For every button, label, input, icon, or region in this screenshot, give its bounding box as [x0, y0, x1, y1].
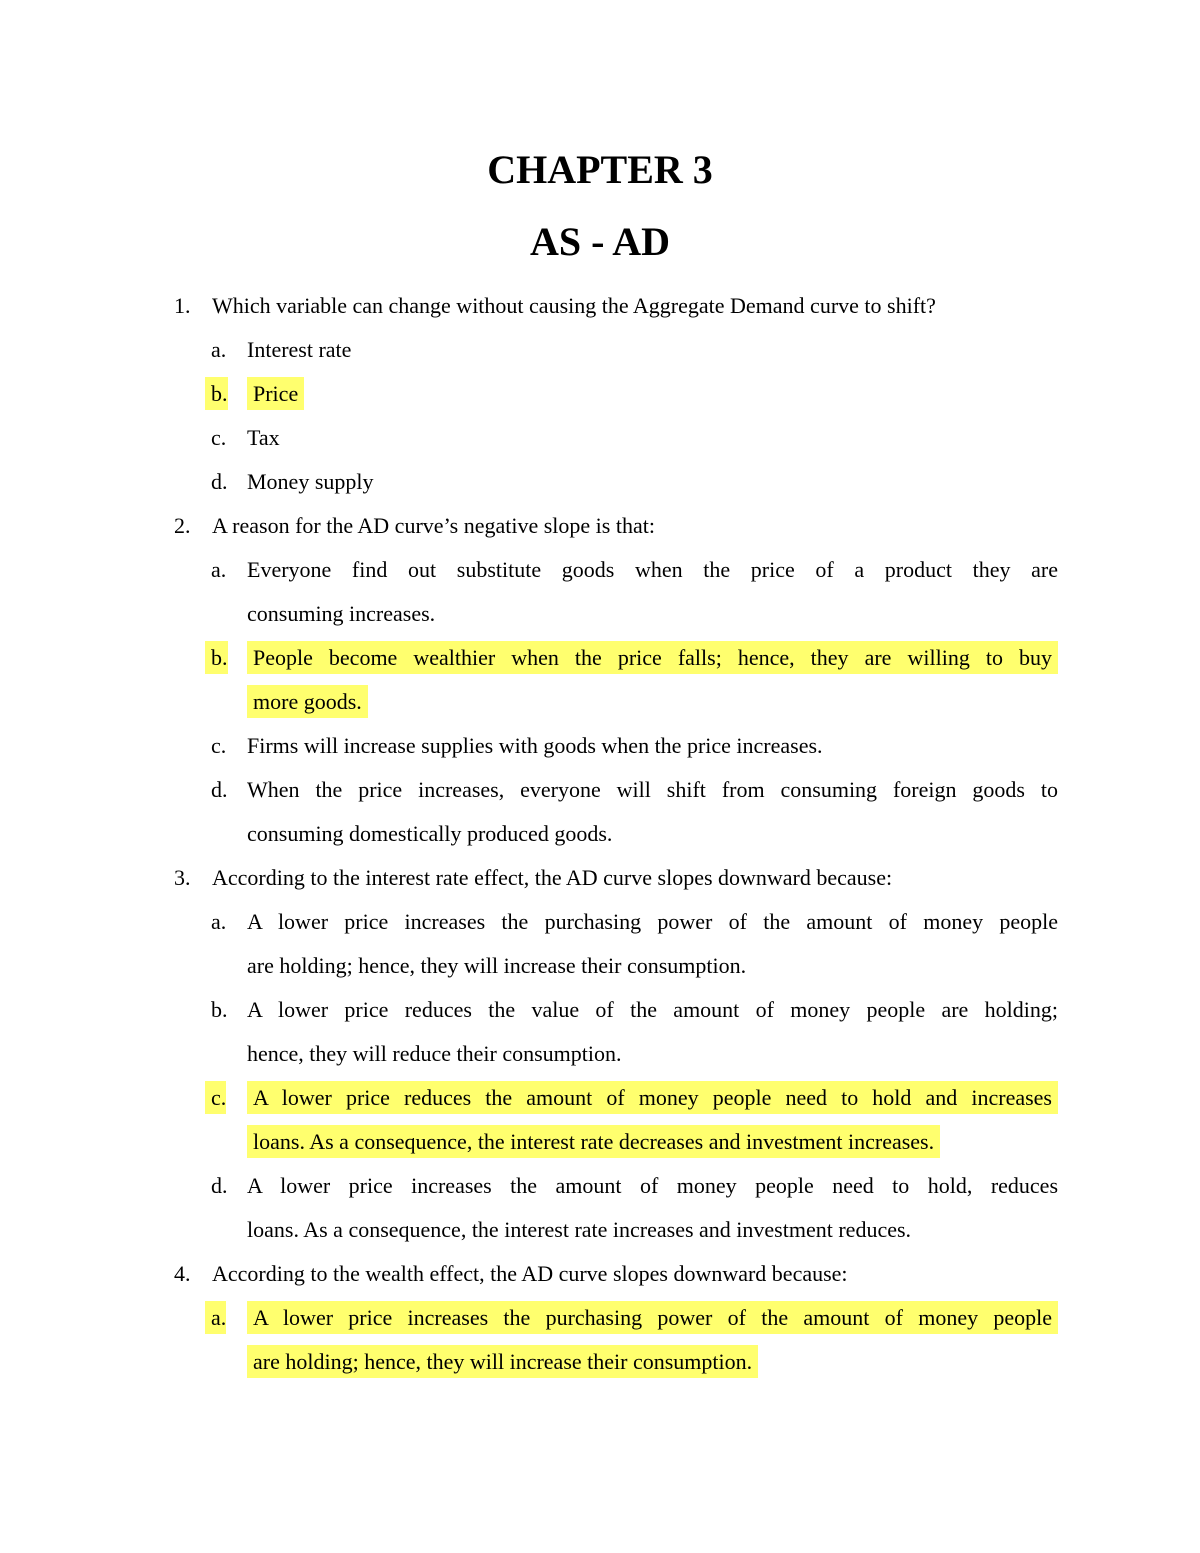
option-text-run: are holding; hence, they will increase their consumption. — [247, 1345, 758, 1378]
highlighted-answer-text — [247, 636, 1058, 680]
option-line — [0, 328, 1200, 372]
question-number: 2. — [174, 513, 191, 538]
option-line — [0, 548, 1200, 592]
option-line — [0, 768, 1200, 812]
option-letter-text: a. — [211, 909, 227, 934]
option-letter-text: a. — [205, 1301, 226, 1334]
option-letter — [211, 768, 228, 812]
option-text — [247, 768, 1058, 812]
option-line — [0, 1076, 1200, 1120]
option-letter — [211, 1076, 226, 1120]
option-letter-text: a. — [211, 337, 227, 362]
option-text-run: A lower price increases the purchasing power of the amount of money people — [247, 1301, 1058, 1334]
subject-title: AS - AD — [529, 219, 671, 264]
option-text — [247, 944, 746, 988]
option-text-run: consuming increases. — [247, 601, 436, 626]
option-text-run: hence, they will reduce their consumption. — [247, 1041, 622, 1066]
option-text-run: People become wealthier when the price falls; hence, they are willing to buy — [247, 641, 1058, 674]
question-1 — [0, 284, 1200, 328]
option-letter — [211, 372, 228, 416]
option-letter — [211, 988, 228, 1032]
option-line — [0, 900, 1200, 944]
option-letter — [211, 900, 226, 944]
highlighted-answer-text — [247, 680, 368, 724]
option-letter-text: a. — [211, 557, 227, 582]
option-letter-text: c. — [211, 425, 227, 450]
option-letter — [211, 548, 226, 592]
option-text-run: Everyone find out substitute goods when the price of a product they are — [247, 557, 1058, 582]
option-text-run: Interest rate — [247, 337, 352, 362]
option-letter — [211, 636, 228, 680]
chapter-title: CHAPTER 3 — [487, 147, 713, 192]
option-letter-text: d. — [211, 469, 228, 494]
question-text: According to the interest rate effect, the AD curve slopes downward because: — [212, 865, 893, 890]
option-letter-text: c. — [211, 733, 227, 758]
option-text — [247, 328, 351, 372]
question-number: 1. — [174, 293, 191, 318]
highlighted-answer-text — [247, 1120, 940, 1164]
option-line — [0, 636, 1200, 680]
option-letter-text: c. — [205, 1081, 226, 1114]
question-text: Which variable can change without causing the Aggregate Demand curve to shift? — [212, 293, 936, 318]
option-text-run: loans. As a consequence, the interest rate decreases and investment increases. — [247, 1125, 940, 1158]
option-line — [0, 944, 1200, 988]
option-text-run: A lower price increases the purchasing power of the amount of money people — [247, 909, 1058, 934]
option-line — [0, 1208, 1200, 1252]
option-text-run: more goods. — [247, 685, 368, 718]
option-text-run: Price — [247, 377, 304, 410]
option-line — [0, 1164, 1200, 1208]
option-letter-text: b. — [205, 641, 228, 674]
option-text — [247, 592, 435, 636]
option-line — [0, 1340, 1200, 1384]
option-line — [0, 1120, 1200, 1164]
option-text-run: Money supply — [247, 469, 374, 494]
question-list — [0, 284, 1200, 1384]
highlighted-answer-text — [247, 1340, 758, 1384]
option-text — [247, 460, 374, 504]
option-line — [0, 460, 1200, 504]
option-text — [247, 812, 612, 856]
question-number: 3. — [174, 865, 191, 890]
option-text — [247, 1032, 622, 1076]
highlighted-answer-text — [247, 1076, 1058, 1120]
option-text-run: Firms will increase supplies with goods when the price increases. — [247, 733, 823, 758]
option-text-run: are holding; hence, they will increase their consumption. — [247, 953, 747, 978]
option-letter — [211, 416, 226, 460]
highlighted-answer-text — [247, 1296, 1058, 1340]
option-text-run: A lower price reduces the value of the amount of money people are holding; — [247, 997, 1058, 1022]
option-line — [0, 416, 1200, 460]
option-line — [0, 680, 1200, 724]
highlighted-answer-text — [247, 372, 304, 416]
option-letter-text: b. — [211, 997, 228, 1022]
option-text-run: consuming domestically produced goods. — [247, 821, 613, 846]
question-text: A reason for the AD curve’s negative slope is that: — [212, 513, 655, 538]
option-line — [0, 372, 1200, 416]
question-2 — [0, 504, 1200, 548]
option-line — [0, 812, 1200, 856]
option-letter-text: b. — [205, 377, 228, 410]
question-number: 4. — [174, 1261, 191, 1286]
question-3 — [0, 856, 1200, 900]
option-text — [247, 724, 823, 768]
option-letter-text: d. — [211, 777, 228, 802]
option-text — [247, 548, 1058, 592]
option-text — [247, 1164, 1058, 1208]
option-line — [0, 724, 1200, 768]
question-text: According to the wealth effect, the AD curve slopes downward because: — [212, 1261, 848, 1286]
option-letter — [211, 1164, 228, 1208]
option-text-run: When the price increases, everyone will shift from consuming foreign goods to — [247, 777, 1058, 802]
option-line — [0, 592, 1200, 636]
option-text-run: Tax — [247, 425, 280, 450]
option-text — [247, 900, 1058, 944]
option-line — [0, 988, 1200, 1032]
option-text — [247, 416, 280, 460]
option-line — [0, 1296, 1200, 1340]
option-letter — [211, 328, 226, 372]
option-text — [247, 1208, 911, 1252]
option-text — [247, 988, 1058, 1032]
option-letter — [211, 724, 226, 768]
option-letter — [211, 1296, 226, 1340]
option-text-run: A lower price increases the amount of money people need to hold, reduces — [247, 1173, 1058, 1198]
option-text-run: loans. As a consequence, the interest rate increases and investment reduces. — [247, 1217, 912, 1242]
option-letter — [211, 460, 228, 504]
option-letter-text: d. — [211, 1173, 228, 1198]
question-4 — [0, 1252, 1200, 1296]
option-line — [0, 1032, 1200, 1076]
option-text-run: A lower price reduces the amount of money people need to hold and increases — [247, 1081, 1058, 1114]
